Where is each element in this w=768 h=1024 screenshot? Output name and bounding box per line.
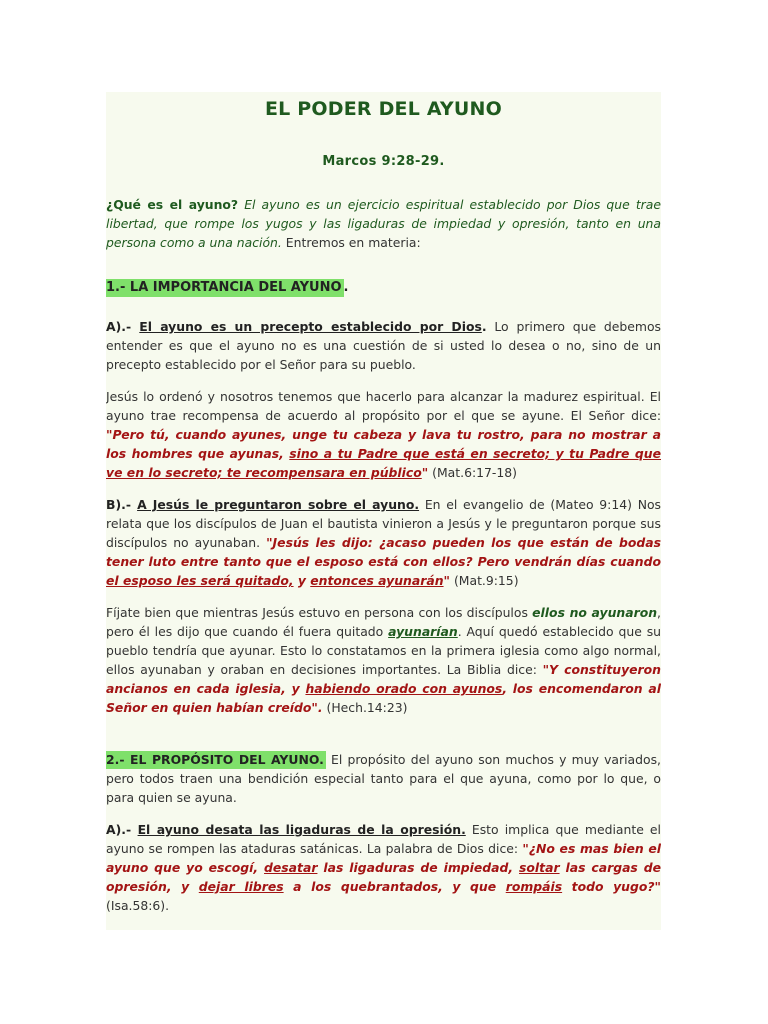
section-1-a-title: El ayuno es un precepto establecido por Dios (139, 319, 482, 334)
section-2-a-title: El ayuno desata las ligaduras de la opresión. (137, 822, 466, 837)
section-1-heading-text: 1.- LA IMPORTANCIA DEL AYUNO (106, 280, 342, 295)
document-page (106, 92, 661, 930)
section-1-b-title: A Jesús le preguntaron sobre el ayuno. (137, 497, 420, 512)
section-2-paragraph: 2.- EL PROPÓSITO DEL AYUNO. El propósito del ayuno son muchos y muy variados, pero todos traen una bendición especial tanto para el que ayuna, como por lo que, o para quien se ayuna. (106, 752, 661, 805)
intro-tail: Entremos en materia: (281, 235, 421, 250)
page-title: EL PODER DEL AYUNO (265, 98, 502, 120)
section-2-paragraph-a: A).- El ayuno desata las ligaduras de la opresión. Esto implica que mediante el ayuno se rompen las ataduras satánicas. La palabra de Dios dice: "¿No es mas bien el ayuno que yo escogí, desatar las ligaduras de impiedad, soltar las cargas de opresión, y dejar libres a los quebrantados, y que rompáis todo yugo?" (Isa.58:6). (106, 822, 661, 913)
section-2-heading: 2.- EL PROPÓSITO DEL AYUNO. (106, 752, 324, 767)
section-1-heading: 1.- LA IMPORTANCIA DEL AYUNO . (106, 280, 349, 295)
section-1-paragraph-a2: Jesús lo ordenó y nosotros tenemos que hacerlo para alcanzar la madurez espiritual. El ayuno trae recompensa de acuerdo al propósito por el que se ayune. El Señor dice: "Pero tú, cuando ayunes, unge tu cabeza y lava tu rostro, para no mostrar a los hombres que ayunas, sino a tu Padre que está en secreto; y tu Padre que ve en lo secreto; te recompensara en público" (Mat.6:17-18) (106, 389, 661, 480)
section-1-paragraph-b2: Fíjate bien que mientras Jesús estuvo en persona con los discípulos ellos no ayunaron, pero él les dijo que cuando él fuera quitado ayunarían. Aquí quedó establecido que su pueblo tendría que ayunar. Esto lo constatamos en la primera iglesia como algo normal, ellos ayunaban y oraban en decisiones importantes. La Biblia dice: "Y constituyeron ancianos en cada iglesia, y habiendo orado con ayunos, los encomendaron al Señor en quien habían creído". (Hech.14:23) (106, 605, 661, 715)
intro-question: ¿Qué es el ayuno? (106, 197, 239, 212)
intro-definition: El ayuno es un ejercicio espiritual establecido por Dios que trae libertad, que rompe los yugos y las ligaduras de impiedad y opresión, tanto en una persona como a una nación. (106, 197, 661, 250)
scripture-reference: Marcos 9:28-29. (322, 154, 445, 169)
section-1-paragraph-b: B).- A Jesús le preguntaron sobre el ayuno. En el evangelio de (Mateo 9:14) Nos relata que los discípulos de Juan el bautista vinieron a Jesús y le preguntaron porque sus discípulos no ayunaban. "Jesús les dijo: ¿acaso pueden los que están de bodas tener luto entre tanto que el esposo está con ellos? Pero vendrán días cuando el esposo les será quitado, y entonces ayunarán" (Mat.9:15) (106, 497, 661, 588)
section-1-paragraph-a: A).- El ayuno es un precepto establecido por Dios. Lo primero que debemos entender es que el ayuno no es una cuestión de si usted lo desea o no, sino de un precepto establecido por el Señor para su pueblo. (106, 319, 661, 372)
intro-paragraph (106, 195, 661, 252)
